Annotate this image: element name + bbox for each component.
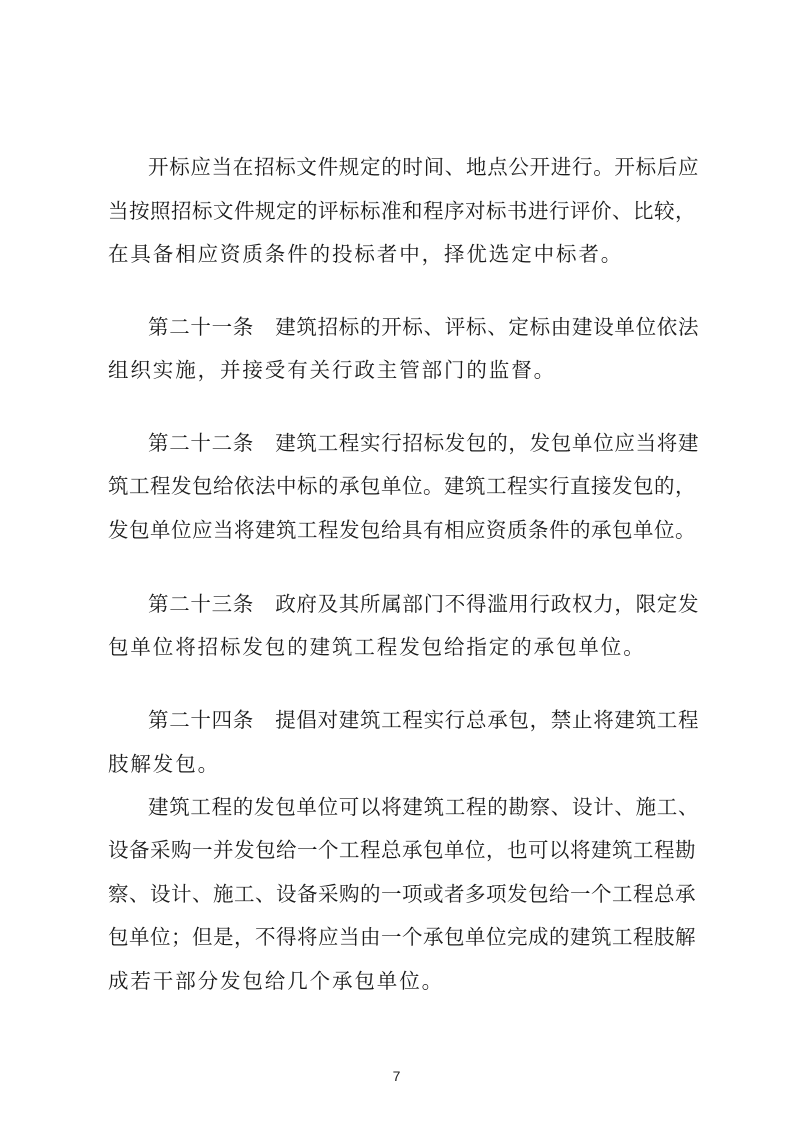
paragraph-line: 开标应当在招标文件规定的时间、地点公开进行。开标后应 [148, 155, 700, 179]
article-22-line: 筑工程发包给依法中标的承包单位。建筑工程实行直接发包的， [108, 474, 696, 498]
article-22-line: 第二十二条 建筑工程实行招标发包的，发包单位应当将建 [148, 431, 700, 455]
article-24-line: 肢解发包。 [108, 752, 220, 776]
page-number: 7 [392, 1068, 401, 1084]
article-24-line: 第二十四条 提倡对建筑工程实行总承包，禁止将建筑工程 [148, 708, 700, 732]
article-24-para2-line: 察、设计、施工、设备采购的一项或者多项发包给一个工程总承 [108, 882, 696, 906]
article-23-line: 第二十三条 政府及其所属部门不得滥用行政权力，限定发 [148, 592, 700, 616]
article-22-line: 发包单位应当将建筑工程发包给具有相应资质条件的承包单位。 [108, 518, 696, 542]
article-24-para2-line: 设备采购一并发包给一个工程总承包单位，也可以将建筑工程勘 [108, 838, 696, 862]
article-21-line: 第二十一条 建筑招标的开标、评标、定标由建设单位依法 [148, 315, 700, 339]
article-23-line: 包单位将招标发包的建筑工程发包给指定的承包单位。 [108, 635, 646, 659]
article-21-line: 组织实施，并接受有关行政主管部门的监督。 [108, 358, 556, 382]
paragraph-line: 当按照招标文件规定的评标标准和程序对标书进行评价、比较， [108, 199, 696, 223]
article-24-para2-line: 成若干部分发包给几个承包单位。 [108, 969, 444, 993]
article-24-para2-line: 建筑工程的发包单位可以将建筑工程的勘察、设计、施工、 [148, 795, 700, 819]
article-24-para2-line: 包单位；但是，不得将应当由一个承包单位完成的建筑工程肢解 [108, 925, 696, 949]
paragraph-line: 在具备相应资质条件的投标者中，择优选定中标者。 [108, 242, 624, 266]
